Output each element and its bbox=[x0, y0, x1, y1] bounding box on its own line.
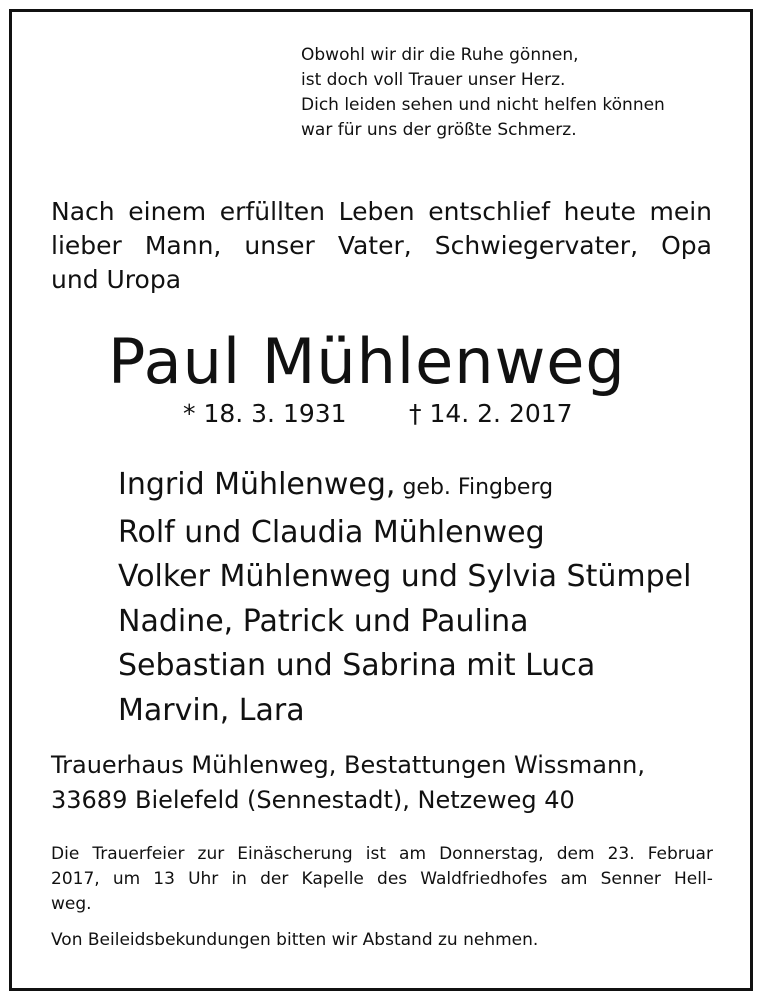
notice-word: am bbox=[560, 869, 588, 889]
notice-word: in bbox=[231, 869, 247, 889]
intro-line-3: und Uropa bbox=[51, 265, 182, 294]
intro-word: Schwiegervater, bbox=[434, 231, 639, 260]
family-line: Nadine, Patrick und Paulina bbox=[118, 603, 529, 639]
notice-word: des bbox=[377, 869, 408, 889]
intro-word: Vater, bbox=[337, 231, 412, 260]
intro-word: Mann, bbox=[144, 231, 222, 260]
notice-line-3: weg. bbox=[51, 894, 92, 914]
intro-word: Nach bbox=[51, 197, 115, 226]
notice-word: Hell- bbox=[674, 869, 713, 889]
notice-word: Uhr bbox=[188, 869, 219, 889]
death-date: † 14. 2. 2017 bbox=[409, 399, 573, 428]
family-list bbox=[118, 463, 691, 733]
notice-word: Kapelle bbox=[301, 869, 364, 889]
notice-word: Einäscherung bbox=[237, 844, 353, 864]
notice-line-1 bbox=[51, 842, 713, 867]
notice-word: am bbox=[399, 844, 427, 864]
notice-word: dem bbox=[556, 844, 595, 864]
notice-word: Senner bbox=[600, 869, 661, 889]
address-line: 33689 Bielefeld (Sennestadt), Netzeweg 40 bbox=[51, 786, 575, 814]
family-line: Volker Mühlenweg und Sylvia Stümpel bbox=[118, 559, 692, 594]
address-line: Trauerhaus Mühlenweg, Bestattungen Wissmann, bbox=[51, 751, 645, 779]
notice-word: 23. bbox=[607, 844, 635, 864]
intro-word: lieber bbox=[51, 231, 122, 260]
notice-word: Waldfriedhofes bbox=[420, 869, 548, 889]
birth-date: * 18. 3. 1931 bbox=[183, 399, 347, 428]
notice-word: Die bbox=[51, 844, 80, 864]
family-line: Marvin, Lara bbox=[118, 692, 305, 728]
family-line bbox=[118, 463, 691, 511]
notice-word: 13 bbox=[153, 869, 175, 889]
notice-line-2 bbox=[51, 867, 713, 892]
intro-word: erfüllten bbox=[219, 197, 326, 226]
intro-line-2 bbox=[51, 229, 712, 263]
intro-word: entschlief bbox=[428, 197, 550, 226]
family-line: Sebastian und Sabrina mit Luca bbox=[118, 648, 596, 683]
family-note: geb. Fingberg bbox=[395, 475, 554, 500]
notice-word: der bbox=[260, 869, 289, 889]
notice-word: ist bbox=[365, 844, 386, 864]
intro-word: Leben bbox=[338, 197, 415, 226]
notice-word: zur bbox=[197, 844, 225, 864]
poem-line: war für uns der größte Schmerz. bbox=[301, 120, 577, 140]
intro-word: mein bbox=[649, 197, 712, 226]
poem bbox=[301, 43, 665, 143]
family-name: Ingrid Mühlenweg, bbox=[118, 467, 396, 502]
notice-word: Donnerstag, bbox=[439, 844, 544, 864]
intro-word: Opa bbox=[661, 231, 712, 260]
notice-word: Trauerfeier bbox=[92, 844, 185, 864]
intro-word: heute bbox=[563, 197, 636, 226]
notice-word: 2017, bbox=[51, 869, 100, 889]
condolence-note: Von Beileidsbekundungen bitten wir Abstand zu nehmen. bbox=[51, 930, 539, 950]
notice-word: Februar bbox=[647, 844, 713, 864]
notice-word: um bbox=[112, 869, 141, 889]
funeral-notice bbox=[51, 842, 713, 917]
deceased-name: Paul Mühlenweg bbox=[108, 325, 626, 398]
intro-word: einem bbox=[128, 197, 207, 226]
family-line: Rolf und Claudia Mühlenweg bbox=[118, 514, 545, 550]
mourning-house-address bbox=[51, 748, 645, 818]
intro-word: unser bbox=[244, 231, 315, 260]
poem-line: ist doch voll Trauer unser Herz. bbox=[301, 70, 566, 90]
intro-text bbox=[51, 195, 712, 297]
poem-line: Obwohl wir dir die Ruhe gönnen, bbox=[301, 45, 579, 65]
intro-line-1 bbox=[51, 195, 712, 229]
poem-line: Dich leiden sehen und nicht helfen können bbox=[301, 95, 665, 115]
